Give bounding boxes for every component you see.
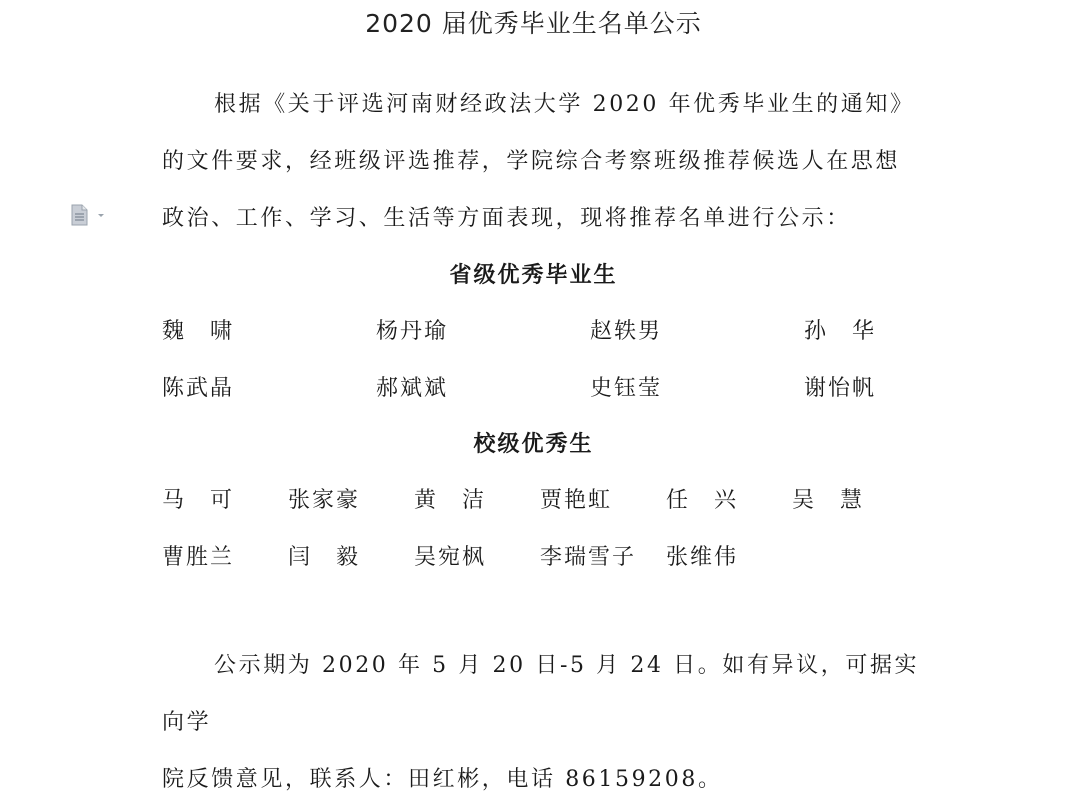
list-item: 赵轶男: [590, 319, 663, 344]
notice-line-2: 院反馈意见，联系人：田红彬，电话 86159208。: [162, 767, 723, 792]
school-heading: 校级优秀生: [473, 431, 594, 457]
provincial-heading: 省级优秀毕业生: [449, 262, 618, 288]
list-item: 曹胜兰: [162, 545, 235, 570]
list-item: 魏 啸: [162, 319, 235, 344]
list-item: 张家豪: [288, 488, 361, 513]
list-item: 闫 毅: [288, 545, 361, 570]
notice-paragraph: [162, 637, 922, 808]
list-item: 谢怡帆: [804, 376, 877, 401]
intro-line-3: 政治、工作、学习、生活等方面表现，现将推荐名单进行公示：: [162, 206, 851, 231]
list-item: 史钰莹: [590, 376, 663, 401]
list-item: 杨丹瑜: [376, 319, 449, 344]
document-icon[interactable]: [70, 204, 110, 226]
list-item: 张维伟: [666, 545, 739, 570]
list-item: 吴宛枫: [414, 545, 487, 570]
intro-paragraph: [162, 76, 922, 247]
list-item: 贾艳虹: [540, 488, 613, 513]
list-item: 马 可: [162, 488, 235, 513]
intro-line-2: 的文件要求，经班级评选推荐，学院综合考察班级推荐候选人在思想: [162, 149, 901, 174]
page-title: 2020 届优秀毕业生名单公示: [365, 9, 702, 38]
list-item: 陈武晶: [162, 376, 235, 401]
notice-line-1: 公示期为 2020 年 5 月 20 日-5 月 24 日。如有异议，可据实向学: [162, 653, 920, 735]
list-item: 黄 洁: [414, 488, 487, 513]
list-item: 郝斌斌: [376, 376, 449, 401]
list-item: 李瑞雪子: [540, 545, 637, 570]
list-item: 吴 慧: [792, 488, 865, 513]
list-item: 任 兴: [666, 488, 739, 513]
intro-line-1: 根据《关于评选河南财经政法大学 2020 年优秀毕业生的通知》: [214, 92, 915, 117]
list-item: 孙 华: [804, 319, 877, 344]
